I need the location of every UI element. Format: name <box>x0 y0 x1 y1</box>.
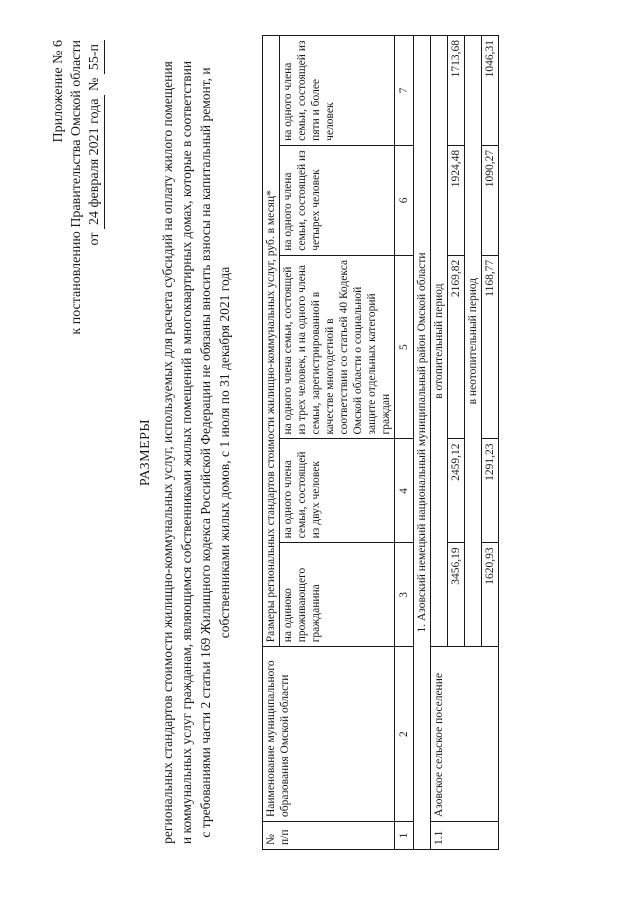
column-number: 7 <box>395 36 414 146</box>
value-cell: 2169,82 <box>448 255 465 439</box>
column-number: 4 <box>395 439 414 543</box>
number-prefix: № <box>87 77 102 92</box>
column-number: 3 <box>395 543 414 647</box>
column-header-family-five: на одного члена семьи, состоящей из пяти и более человек <box>280 36 395 146</box>
column-header-family-two: на одного члена семьи, состоящей из двух человек <box>280 439 395 543</box>
appendix-label: Приложение № 6 <box>51 40 66 143</box>
section-row <box>414 36 431 850</box>
decree-number: 55-п <box>86 40 105 74</box>
column-header-single: на одиноко проживающего гражданина <box>280 543 395 647</box>
value-cell: 1924,48 <box>448 145 465 255</box>
value-cell: 1620,93 <box>482 543 499 647</box>
standards-table <box>262 35 499 850</box>
decree-date-line <box>86 40 105 245</box>
document-title: РАЗМЕРЫ <box>138 418 153 487</box>
value-cell: 1168,77 <box>482 255 499 439</box>
document-subtitle: региональных стандартов стоимости жилищно-коммунальных услуг, используемых для расчета субсидий на оплату жилого помещения и коммунальных услуг гражданам, являющимся собственниками жилых помещений в многоквартирных домах, которые в соответствии с требованиями части 2 статьи 169 Жилищного кодекса Российской Федерации не обязаны вносить взносы на капитальный ремонт, и собственниками жилых домов, с 1 июля по 31 декабря 2021 года <box>160 60 232 845</box>
value-cell: 1046,31 <box>482 36 499 146</box>
column-header-number: № п/п <box>263 822 395 850</box>
date-prefix: от <box>87 232 102 246</box>
table-header-row <box>263 36 280 850</box>
value-cell: 1713,68 <box>448 36 465 146</box>
value-cell: 2459,12 <box>448 439 465 543</box>
column-number: 2 <box>395 647 414 822</box>
decree-reference: к постановлению Правительства Омской области <box>69 40 84 335</box>
column-number: 1 <box>395 822 414 850</box>
column-number: 6 <box>395 145 414 255</box>
column-number-row <box>395 36 414 850</box>
period-label-non-heating: в неотопительный период <box>465 36 482 647</box>
table-row <box>431 36 448 850</box>
section-title: 1. Азовский немецкий национальный муниципальный район Омской области <box>414 36 431 850</box>
period-label-heating: в отопительный период <box>431 36 448 647</box>
row-number: 1.1 <box>431 822 499 850</box>
column-header-municipality: Наименование муниципального образования Омской области <box>263 647 395 822</box>
decree-date: 24 февраля 2021 года <box>86 95 105 230</box>
column-header-family-four: на одного члена семьи, состоящей из четырех человек <box>280 145 395 255</box>
column-number: 5 <box>395 255 414 439</box>
value-cell: 1291,23 <box>482 439 499 543</box>
row-municipality-name: Азовское сельское поселение <box>431 647 499 822</box>
value-cell: 3456,19 <box>448 543 465 647</box>
column-header-family-three: на одного члена семьи, состоящей из трех человек, и на одного члена семьи, зарегистрированной в качестве многодетной в соответствии со статьей 40 Кодекса Омской области о социальной защите отдельных категорий граждан <box>280 255 395 439</box>
value-cell: 1090,27 <box>482 145 499 255</box>
column-header-standards-group: Размеры региональных стандартов стоимости жилищно-коммунальных услуг, руб. в месяц* <box>263 36 280 647</box>
